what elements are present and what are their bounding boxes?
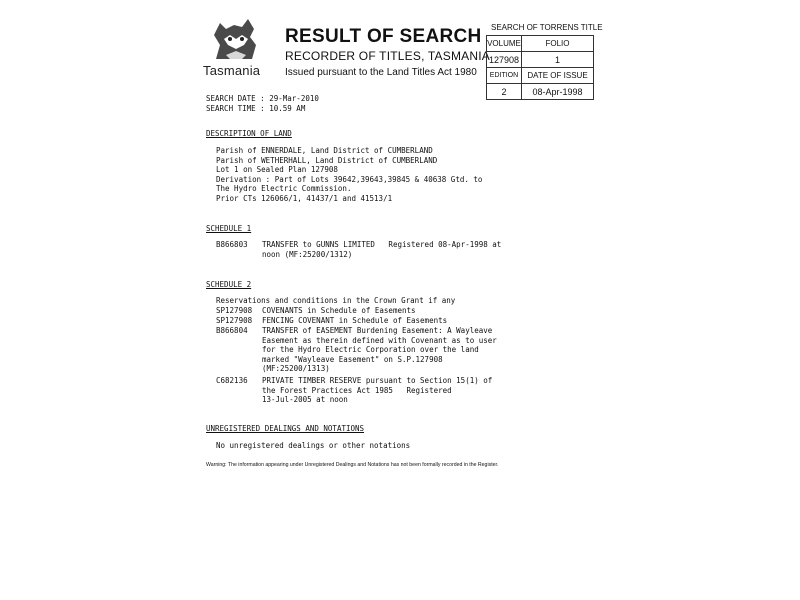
schedule2-intro: Reservations and conditions in the Crown Grant if any <box>216 296 456 305</box>
schedule2-entry-code: B866804 <box>216 326 248 335</box>
warning-note: Warning: The information appearing under Unregistered Dealings and Notations has not been formally recorded in the Register. <box>206 462 499 468</box>
torrens-title-box <box>486 35 594 100</box>
description-line: The Hydro Electric Commission. <box>216 184 352 194</box>
recorder-subtitle: RECORDER OF TITLES, TASMANIA <box>285 49 490 63</box>
tasmanian-devil-logo-icon <box>206 15 266 63</box>
search-date: SEARCH DATE : 29-Mar-2010 <box>206 94 319 103</box>
schedule2-heading: SCHEDULE 2 <box>206 280 252 289</box>
description-line: Parish of ENNERDALE, Land District of CUMBERLAND <box>216 146 433 155</box>
schedule1-heading: SCHEDULE 1 <box>206 224 252 233</box>
unregistered-text: No unregistered dealings or other notations <box>216 441 411 450</box>
date-of-issue-label: DATE OF ISSUE <box>522 68 594 84</box>
edition-label: EDITION <box>487 68 522 84</box>
date-of-issue-value: 08-Apr-1998 <box>522 84 594 100</box>
description-line: Lot 1 on Sealed Plan 127908 <box>216 165 338 175</box>
entry-line: FENCING COVENANT in Schedule of Easements <box>262 316 448 325</box>
description-line: Parish of WETHERHALL, Land District of CUMBERLAND <box>216 155 438 165</box>
search-time: SEARCH TIME : 10.59 AM <box>206 104 306 113</box>
description-block <box>216 146 482 204</box>
entry-line: COVENANTS in Schedule of Easements <box>262 306 416 315</box>
entry-line: noon (MF:25200/1312) <box>262 249 353 259</box>
description-line: Derivation : Part of Lots 39642,39643,39845 & 40638 Gtd. to <box>216 174 483 184</box>
schedule2-entry-text <box>262 326 497 374</box>
edition-value: 2 <box>487 84 522 100</box>
entry-line: Easement as therein defined with Covenant as to user <box>262 335 497 345</box>
entry-line: for the Hydro Electric Corporation over the land <box>262 345 479 355</box>
schedule2-entry-code: C682136 <box>216 376 248 385</box>
tasmania-logo <box>203 15 269 81</box>
entry-line: PRIVATE TIMBER RESERVE pursuant to Section 15(1) of <box>262 376 493 385</box>
entry-line: 13-Jul-2005 at noon <box>262 395 348 405</box>
entry-line: TRANSFER of EASEMENT Burdening Easement: A Wayleave <box>262 326 493 335</box>
entry-line: marked "Wayleave Easement" on S.P.127908 <box>262 354 443 364</box>
unregistered-heading: UNREGISTERED DEALINGS AND NOTATIONS <box>206 424 365 433</box>
schedule1-entry-text <box>262 240 501 259</box>
schedule2-entry-code: SP127908 <box>216 316 253 325</box>
torrens-heading: SEARCH OF TORRENS TITLE <box>491 23 603 32</box>
folio-value: 1 <box>522 52 594 68</box>
entry-line: TRANSFER to GUNNS LIMITED Registered 08-Apr-1998 at <box>262 240 502 249</box>
entry-line: (MF:25200/1313) <box>262 364 330 374</box>
volume-label: VOLUME <box>487 36 522 52</box>
schedule1-entry-code: B866803 <box>216 240 248 249</box>
schedule2-entry-text <box>262 376 492 405</box>
entry-line: the Forest Practices Act 1985 Registered <box>262 385 452 395</box>
volume-value: 127908 <box>487 52 522 68</box>
document-title: RESULT OF SEARCH <box>285 26 482 47</box>
description-heading: DESCRIPTION OF LAND <box>206 129 292 138</box>
schedule2-entry-code: SP127908 <box>216 306 253 315</box>
issued-pursuant-line: Issued pursuant to the Land Titles Act 1980 <box>285 67 477 78</box>
folio-label: FOLIO <box>522 36 594 52</box>
description-line: Prior CTs 126066/1, 41437/1 and 41513/1 <box>216 193 393 203</box>
logo-wordmark: Tasmania <box>203 63 261 78</box>
